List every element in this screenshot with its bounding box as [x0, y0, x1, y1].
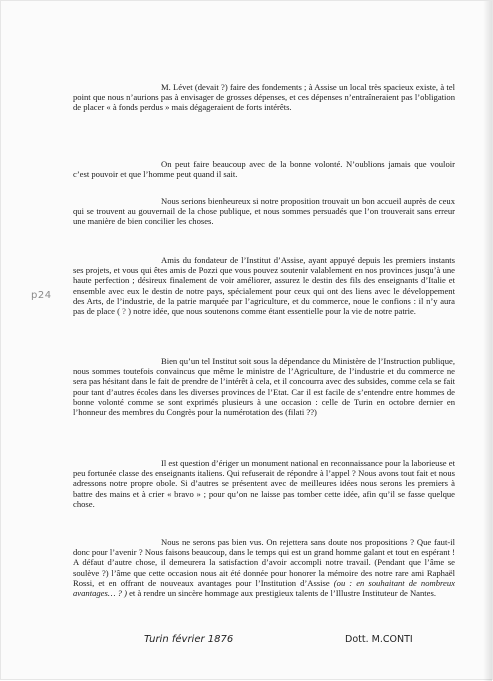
paragraph-4 — [73, 255, 455, 316]
signature-prefix: Dott. — [345, 634, 369, 645]
paragraph-5-text: Bien qu’un tel Institut soit sous la dépendance du Ministère de l’Instruction publique, nous sommes toutefois convaincus que même le ministre de l’Agriculture, de l’industrie et du commerce ne sera pas hésitant dans le fait de prendre de l’intérêt à cela, et il concourra avec des subsides, comme cela se fait pour tant d’autres écoles dans les diverses provinces de l’Etat. Car il est facile de s’entendre entre hommes de bonne volonté comme se sont exprimés plusieurs à une occasion : celle de Turin en octobre dernier en l’honneur des membres du Congrès pour la numérotation des (filati ??) — [73, 356, 455, 418]
paragraph-1-text: (devait ?) faire des fondements ; à Assise un local très spacieux existe, à tel point que nous n’aurions pas à envisager de grosses dépenses, et ces dépenses n’entraîneraient pas l’obligation de placer « à fonds perdus » mais dégageraient de forts intérêts. — [73, 82, 455, 113]
paragraph-3 — [73, 196, 455, 227]
paragraph-4-text: Amis du fondateur de l’Institut d’Assise, ayant appuyé depuis les premiers instants ses projets, et vous qui êtes amis de Pozzi que vous pouvez soutenir valablement en nos provinces jusqu’à une haute perfection ; désireux finalement de voir améliorer, assurez le destin des fils des enseignants d’Italie et ensemble avec eux le destin de notre pays, spécialement pour ceux qui ont des liens avec le développement des Arts, de l’industrie, de la patrie marquée par l’agriculture, et du commerce, noue le confions : il n’y aura pas de place ( — [73, 255, 455, 317]
paragraph-7-italic-note: (ou : en souhaitant de nombreux avantages… ? ) — [73, 577, 455, 599]
paragraph-6-text: Il est question d’ériger un monument national en reconnaissance pour la laborieuse et peu fortunée classe des enseignants italiens. Qui refuserait de répondre à l’appel ? Nous avons tout fait et nous adressons notre propre obole. Si d’autres se présentent avec de meilleures idées nous serons les premiers à battre des mains et à crier « bravo » ; pour qu’on ne laisse pas tomber cette idée, afin qu’il se fasse quelque chose. — [73, 458, 455, 509]
paragraph-2 — [73, 159, 455, 179]
paragraph-5 — [73, 356, 455, 417]
paragraph-4-text-end: ) notre idée, que nous soutenons comme étant essentielle pour la vie de notre patrie. — [128, 306, 416, 317]
paragraph-6 — [73, 458, 455, 509]
paragraph-7-text-end: et à rendre un sincère hommage aux prestigieux talents de l’Illustre Instituteur de Nantes. — [129, 588, 436, 599]
paragraph-7-text: Nous ne serons pas bien vus. On rejettera sans doute nos propositions ? Que faut-il donc pour l’avenir ? Nous faisons beaucoup, dans le temps qui est un grand homme galant et tout en espérant ! A défaut d’autre chose, il demeurera la satisfaction d’avoir accompli notre travail. (Pendant que l’âme se soulève ?) l’âme que cette occasion nous ait été donnée pour honorer la mémoire des notre rare ami Raphaël Rossi, et en offrant de nouveaux avantages pour l’Institution d’Assise — [73, 537, 455, 588]
margin-page-note: p24 — [31, 290, 52, 301]
paragraph-3-text: Nous serions bienheureux si notre proposition trouvait un bon accueil auprès de ceux qui se trouvent au gouvernail de la chose publique, et nous sommes persuadés que l’on trouverait sans erreur une manière de bien concilier les choses. — [73, 196, 455, 227]
handwritten-place-date: Turin février 1876 — [144, 634, 234, 645]
paragraph-2-text: On peut faire beaucoup avec de la bonne volonté. N’oublions jamais que vouloir c’est pouvoir et que l’homme peut quand il sait. — [73, 159, 455, 180]
handwritten-signature — [345, 634, 413, 645]
page-edge-shadow — [483, 1, 492, 681]
paragraph-1 — [73, 82, 455, 113]
uncertain-word-mark: ? — [120, 306, 129, 317]
paragraph-7 — [73, 537, 455, 598]
name-mention: M. Lévet — [161, 82, 193, 92]
signature-name: M.CONTI — [371, 634, 413, 645]
